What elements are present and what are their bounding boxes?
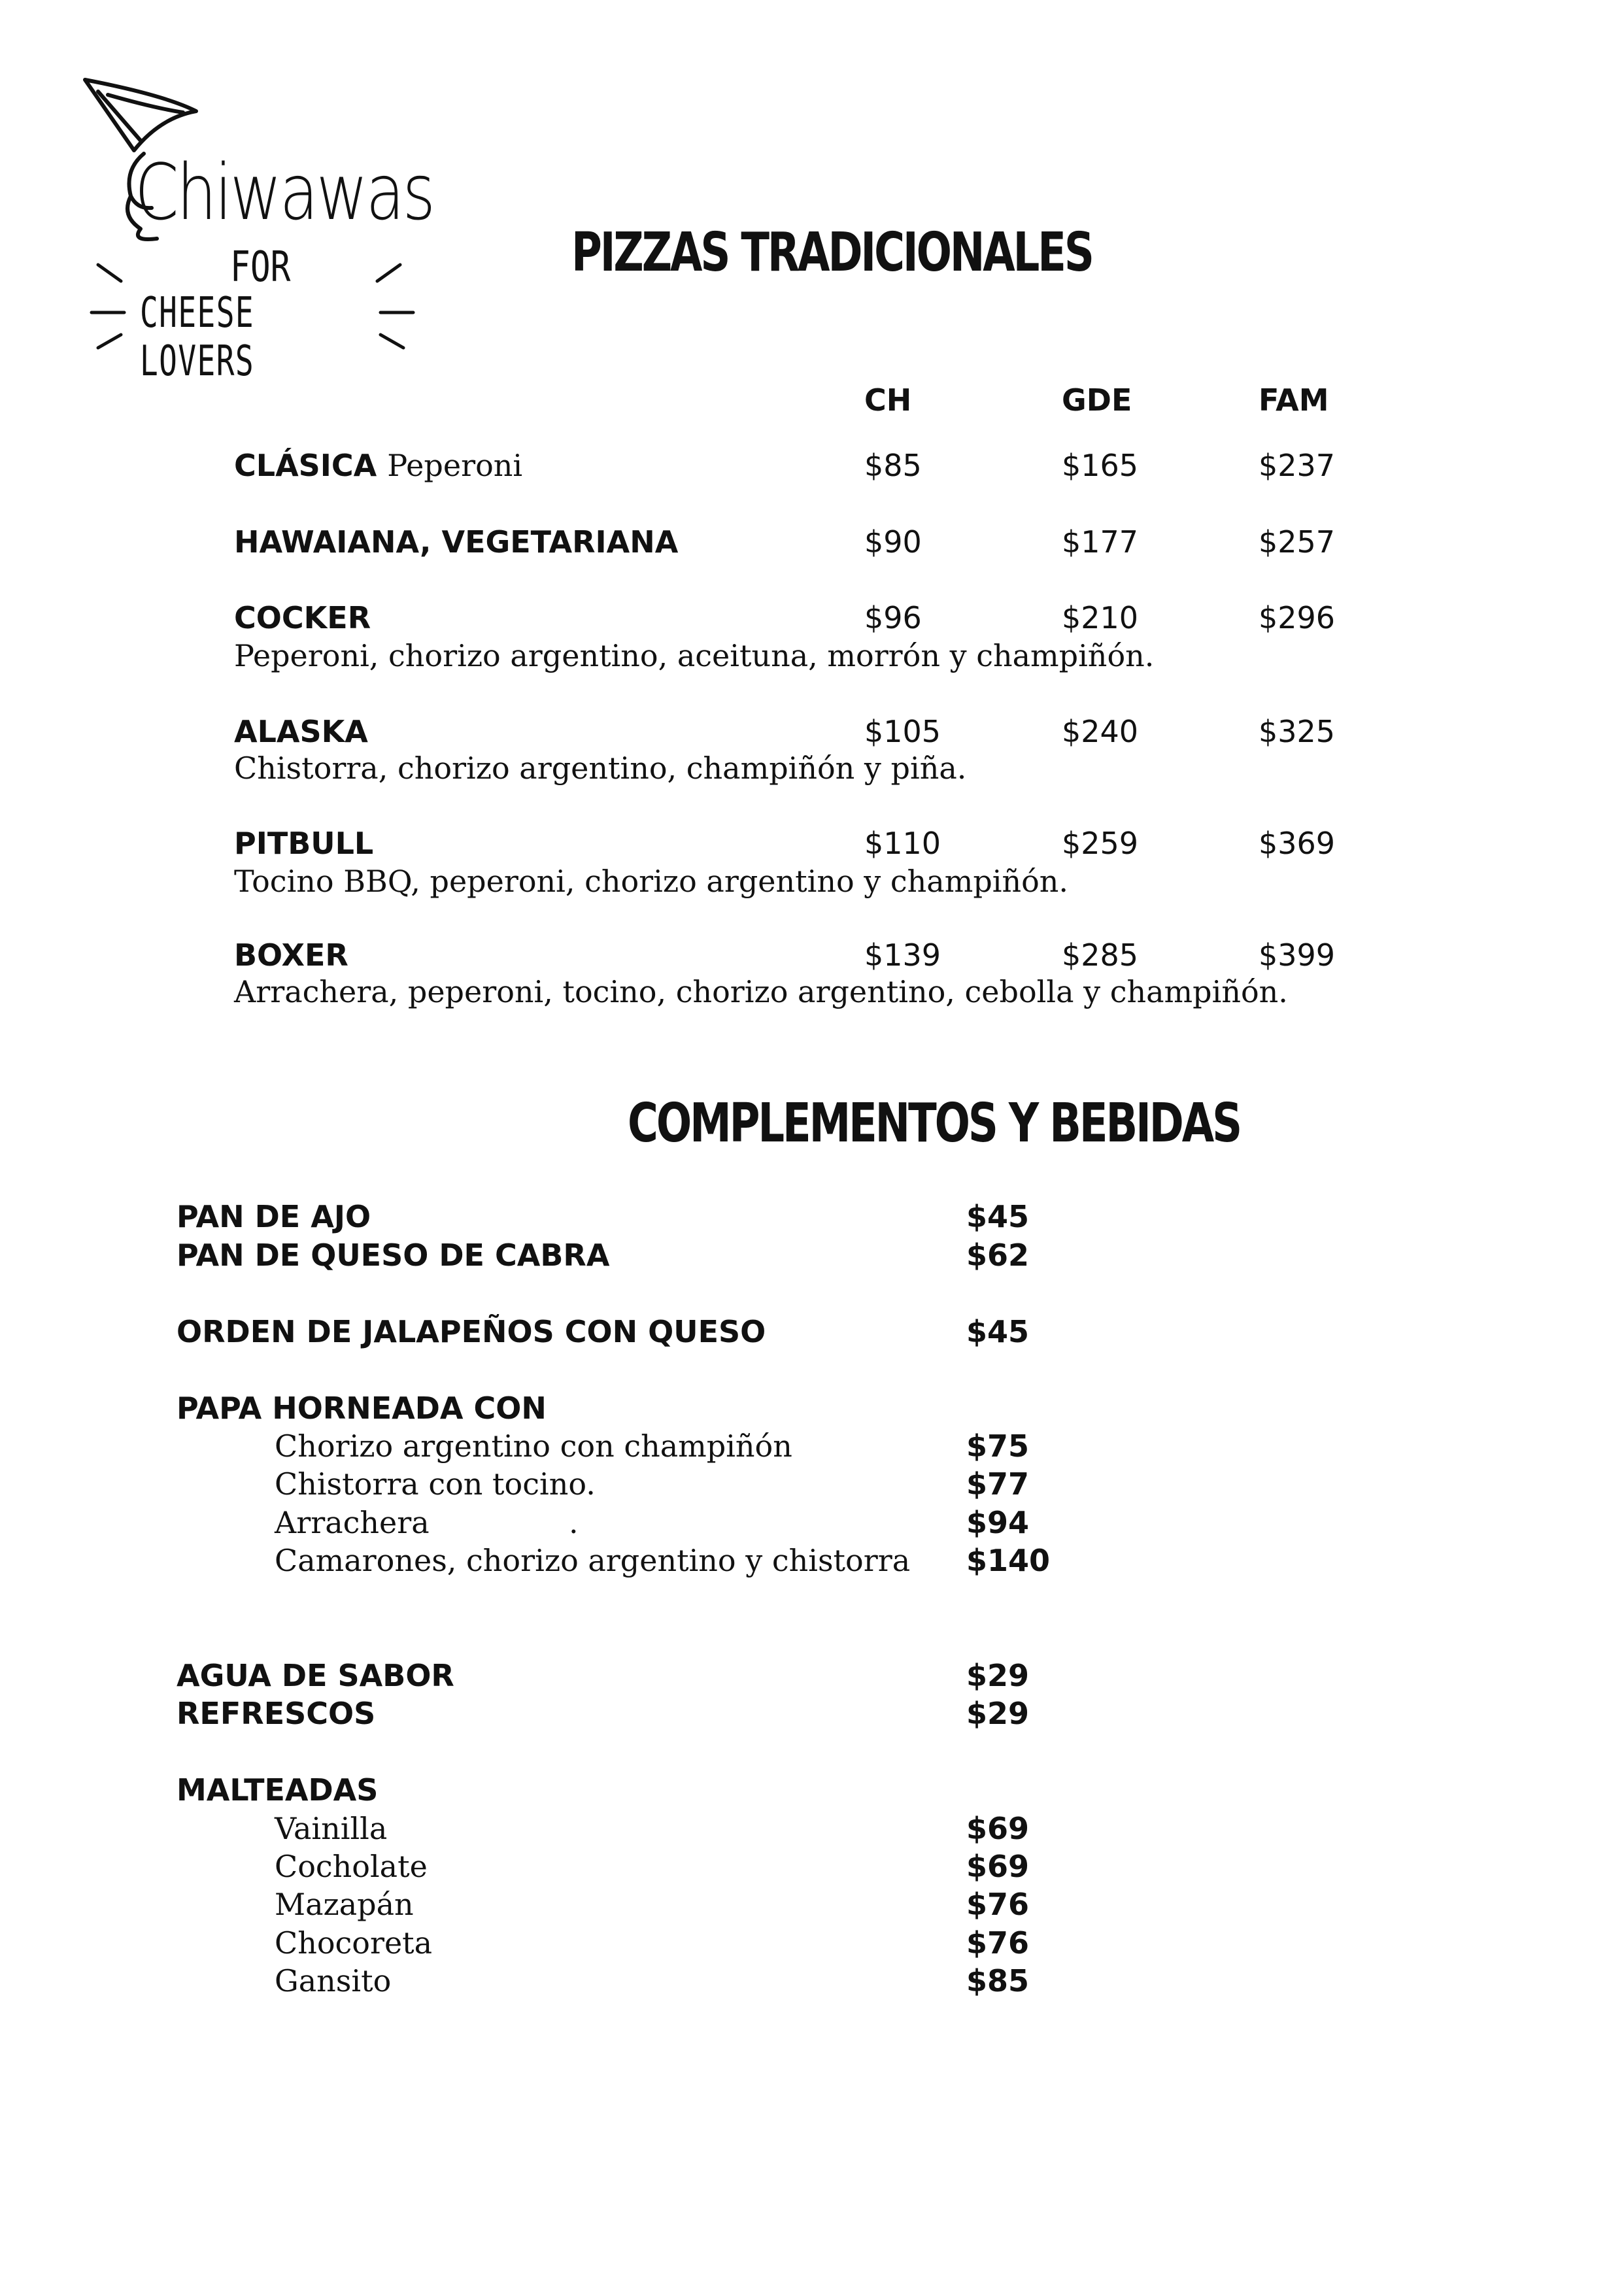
price-gde: $165 (1062, 448, 1139, 483)
price-fam: $369 (1259, 826, 1336, 861)
price-gde: $177 (1062, 524, 1139, 560)
column-header-ch: CH (864, 382, 912, 418)
price-gde: $210 (1062, 600, 1139, 635)
list-item-price: $85 (966, 1963, 1030, 1999)
price-gde: $240 (1062, 714, 1139, 749)
list-item: Gansito (275, 1963, 392, 1999)
price-fam: $325 (1259, 714, 1336, 749)
list-item-price: $94 (966, 1505, 1030, 1540)
list-item: Mazapán (275, 1887, 414, 1922)
price-jalapenos: $45 (966, 1314, 1030, 1349)
list-item: Chistorra con tocino. (275, 1466, 596, 1502)
brand-name: Chiwawas (135, 147, 433, 237)
price-ch: $96 (864, 600, 922, 635)
pizza-subtitle: Peperoni (387, 448, 523, 483)
list-item: Chorizo argentino con champiñón (275, 1428, 792, 1464)
price-agua-de-sabor: $29 (966, 1658, 1030, 1693)
list-item-price: $69 (966, 1849, 1030, 1884)
item-jalapenos: ORDEN DE JALAPEÑOS CON QUESO (177, 1314, 766, 1349)
pizza-description: Chistorra, chorizo argentino, champiñón y piña. (234, 751, 967, 786)
pizza-description: Arrachera, peperoni, tocino, chorizo argentino, cebolla y champiñón. (234, 974, 1288, 1009)
pizza-description: Tocino BBQ, peperoni, chorizo argentino y champiñón. (234, 864, 1069, 899)
list-item-price: $76 (966, 1887, 1030, 1922)
price-fam: $399 (1259, 937, 1336, 973)
pizza-name: COCKER (234, 600, 371, 635)
price-ch: $139 (864, 937, 941, 973)
price-fam: $257 (1259, 524, 1336, 560)
price-fam: $237 (1259, 448, 1336, 483)
brand-tagline-bottom: CHEESE LOVERS (140, 289, 255, 386)
item-agua-de-sabor: AGUA DE SABOR (177, 1658, 454, 1693)
list-item: Camarones, chorizo argentino y chistorra (275, 1543, 911, 1578)
list-item-price: $140 (966, 1543, 1051, 1578)
pizzas-title: PIZZAS TRADICIONALES (571, 222, 1092, 284)
price-pan-de-ajo: $45 (966, 1199, 1030, 1234)
malteadas-heading: MALTEADAS (177, 1772, 379, 1808)
price-fam: $296 (1259, 600, 1336, 635)
list-item-price: $69 (966, 1811, 1030, 1846)
papa-heading: PAPA HORNEADA CON (177, 1391, 547, 1426)
pizza-name: PITBULL (234, 826, 374, 861)
item-refrescos: REFRESCOS (177, 1696, 376, 1731)
column-header-fam: FAM (1259, 382, 1329, 418)
item-pan-de-ajo: PAN DE AJO (177, 1199, 371, 1234)
price-ch: $90 (864, 524, 922, 560)
list-item-price: $77 (966, 1466, 1030, 1502)
list-item: Cocholate (275, 1849, 428, 1884)
list-item: Chocoreta (275, 1925, 433, 1961)
pizza-name: ALASKA (234, 714, 368, 749)
list-item: Vainilla (275, 1811, 388, 1846)
price-refrescos: $29 (966, 1696, 1030, 1731)
price-gde: $259 (1062, 826, 1139, 861)
price-gde: $285 (1062, 937, 1139, 973)
complementos-title: COMPLEMENTOS Y BEBIDAS (628, 1092, 1241, 1155)
list-item: Arrachera (275, 1505, 430, 1540)
pizza-description: Peperoni, chorizo argentino, aceituna, morrón y champiñón. (234, 638, 1155, 673)
pizza-name: BOXER (234, 937, 348, 973)
list-item-price: $76 (966, 1925, 1030, 1961)
brand-tagline-top: FOR (230, 243, 291, 292)
item-pan-de-queso: PAN DE QUESO DE CABRA (177, 1238, 610, 1273)
price-pan-de-queso: $62 (966, 1238, 1030, 1273)
brand-logo (0, 0, 458, 386)
price-ch: $85 (864, 448, 922, 483)
price-ch: $110 (864, 826, 941, 861)
pizza-name: HAWAIANA, VEGETARIANA (234, 524, 679, 560)
price-ch: $105 (864, 714, 941, 749)
list-item-price: $75 (966, 1428, 1030, 1464)
pizza-name: CLÁSICA (234, 448, 377, 483)
stray-dot: . (569, 1505, 579, 1540)
column-header-gde: GDE (1062, 382, 1132, 418)
